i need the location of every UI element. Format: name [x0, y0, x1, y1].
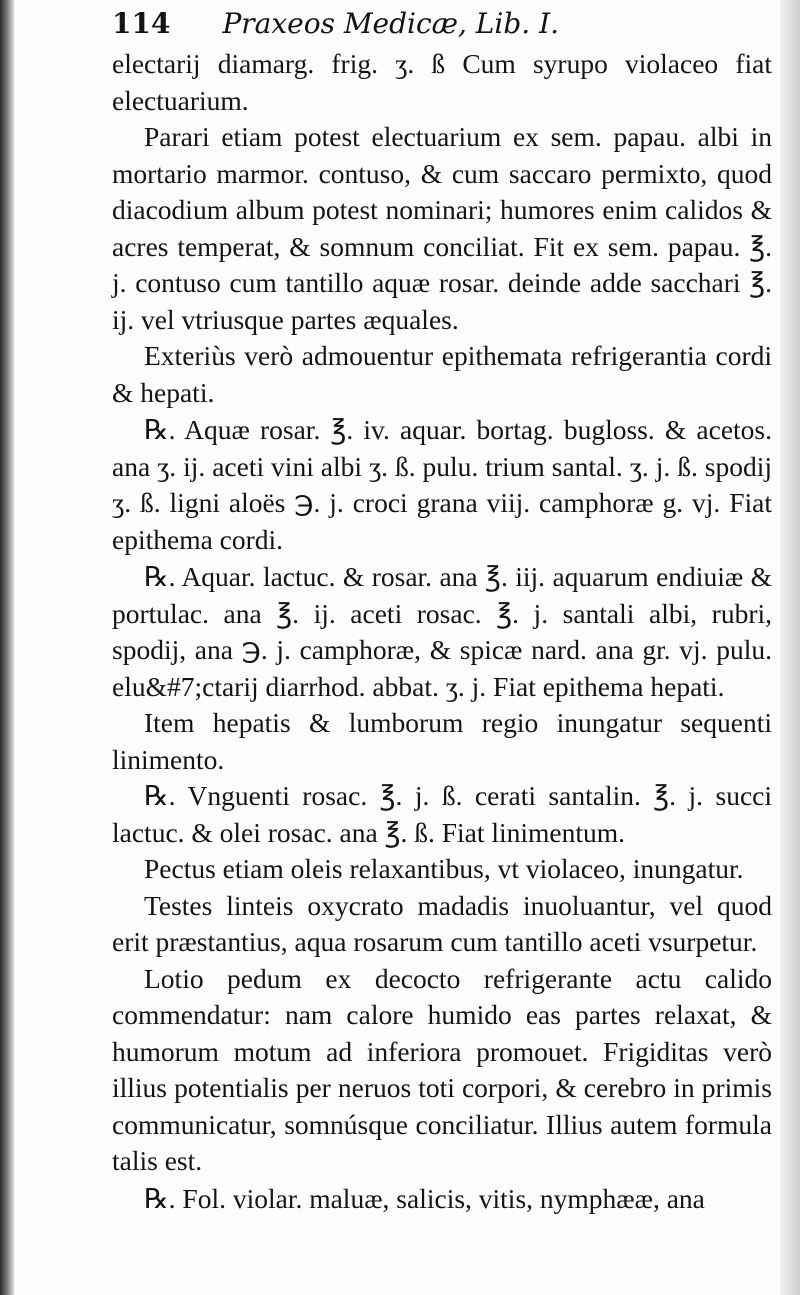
paragraph: electarij diamarg. frig. ʒ. ß Cum syrupo violaceo fiat electuarium. — [112, 48, 772, 116]
prescription: ℞. Aquæ rosar. ℥. iv. aquar. bortag. bugloss. & acetos. ana ʒ. ij. aceti vini albi ʒ. ß. pulu. trium santal. ʒ. j. ß. spodij ʒ. ß. ligni aloës ℈. j. croci grana viij. camphoræ g. vj. Fiat epithema cordi. — [112, 414, 772, 555]
page-header — [112, 4, 772, 44]
paragraph: Pectus etiam oleis relaxantibus, vt violaceo, inungatur. — [144, 853, 744, 884]
body-text — [112, 46, 772, 1217]
paragraph: Exteriùs verò admouentur epithemata refrigerantia cordi & hepati. — [112, 340, 772, 408]
running-title: Praxeos Medicæ, Lib. I. — [222, 7, 560, 40]
paragraph: Testes linteis oxycrato madadis inuoluantur, vel quod erit præstantius, aqua rosarum cum tantillo aceti vsurpetur. — [112, 889, 772, 957]
prescription: ℞. Vnguenti rosac. ℥. j. ß. cerati santalin. ℥. j. succi lactuc. & olei rosac. ana ℥. ß. Fiat linimentum. — [112, 780, 772, 848]
page-number: 114 — [112, 7, 171, 40]
paragraph: Item hepatis & lumborum regio inungatur sequenti linimento. — [112, 707, 772, 775]
page-edge — [780, 0, 800, 1295]
paragraph: Parari etiam potest electuarium ex sem. papau. albi in mortario marmor. contuso, & cum saccaro permixto, quod diacodium album potest nominari; humores enim calidos & acres temperat, & somnum conciliat. Fit ex sem. papau. ℥. j. contuso cum tantillo aquæ rosar. deinde adde sacchari ℥. ij. vel vtriusque partes æquales. — [112, 121, 772, 335]
prescription: ℞. Aquar. lactuc. & rosar. ana ℥. iij. aquarum endiuiæ & portulac. ana ℥. ij. aceti rosac. ℥. j. santali albi, rubri, spodij, ana ℈. j. camphoræ, & spicæ nard. ana gr. vj. pulu. elu&#7;ctarij diarrhod. abbat. ʒ. j. Fiat epithema hepati. — [112, 561, 772, 702]
prescription: ℞. Fol. violar. maluæ, salicis, vitis, nymphææ, ana — [144, 1182, 705, 1214]
page-gutter-shadow — [0, 0, 14, 1295]
paragraph: Lotio pedum ex decocto refrigerante actu calido commendatur: nam calore humido eas partes relaxat, & humorum motum ad inferiora promouet. Frigiditas verò illius potentialis per neruos toti corpori, & cerebro in primis communicatur, somnúsque conciliatur. Illius autem formula talis est. — [112, 962, 772, 1176]
